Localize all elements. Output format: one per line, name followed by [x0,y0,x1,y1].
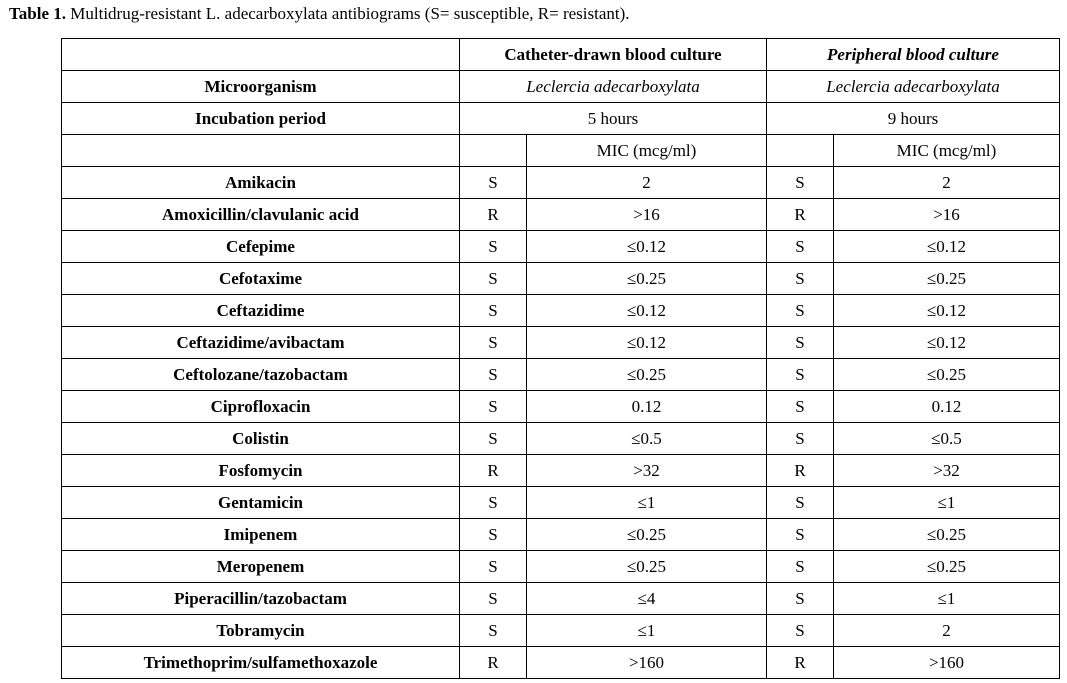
peripheral-mic: ≤0.25 [834,551,1060,583]
catheter-mic: ≤1 [527,615,767,647]
peripheral-mic: >160 [834,647,1060,679]
catheter-mic: 0.12 [527,391,767,423]
microorganism-label: Microorganism [62,71,460,103]
peripheral-mic: ≤0.25 [834,519,1060,551]
catheter-susceptibility: S [460,295,527,327]
peripheral-mic: ≤1 [834,487,1060,519]
peripheral-susceptibility: S [767,423,834,455]
catheter-susceptibility: S [460,423,527,455]
incubation-peripheral: 9 hours [767,103,1060,135]
header-row-microorganism [62,71,1060,103]
drug-name: Gentamicin [62,487,460,519]
catheter-mic: ≤0.25 [527,359,767,391]
catheter-mic: ≤0.12 [527,295,767,327]
drug-name: Ceftolozane/tazobactam [62,359,460,391]
microorganism-catheter [460,71,767,103]
catheter-susceptibility: S [460,551,527,583]
catheter-susceptibility: S [460,583,527,615]
peripheral-mic: ≤0.12 [834,327,1060,359]
microorganism-catheter-name: Leclercia adecarboxylata [526,76,700,96]
table-row [62,583,1060,615]
catheter-susceptibility: S [460,487,527,519]
peripheral-susceptibility: S [767,583,834,615]
table-caption-text: Multidrug-resistant L. adecarboxylata antibiograms (S= susceptible, R= resistant). [66,4,630,23]
peripheral-susceptibility: S [767,519,834,551]
table-row [62,551,1060,583]
catheter-mic: ≤1 [527,487,767,519]
catheter-susceptibility: S [460,231,527,263]
table-row [62,519,1060,551]
table-row [62,423,1060,455]
table-row [62,391,1060,423]
catheter-mic: ≤0.12 [527,231,767,263]
peripheral-susceptibility: S [767,263,834,295]
catheter-mic: >160 [527,647,767,679]
peripheral-mic: ≤1 [834,583,1060,615]
microorganism-peripheral-name: Leclercia adecarboxylata [826,76,1000,96]
peripheral-mic: ≤0.25 [834,359,1060,391]
drug-name: Cefepime [62,231,460,263]
peripheral-susceptibility: S [767,295,834,327]
peripheral-mic: >32 [834,455,1060,487]
mic-sr-empty-catheter [460,135,527,167]
mic-sr-empty-peripheral [767,135,834,167]
drug-name: Cefotaxime [62,263,460,295]
peripheral-mic: ≤0.5 [834,423,1060,455]
drug-name: Trimethoprim/sulfamethoxazole [62,647,460,679]
table-row [62,295,1060,327]
antibiogram-table [61,38,1060,679]
catheter-susceptibility: R [460,647,527,679]
drug-name: Ceftazidime/avibactam [62,327,460,359]
peripheral-mic: >16 [834,199,1060,231]
catheter-susceptibility: S [460,391,527,423]
peripheral-susceptibility: S [767,487,834,519]
catheter-mic: ≤0.25 [527,551,767,583]
peripheral-susceptibility: S [767,167,834,199]
catheter-mic: ≤4 [527,583,767,615]
table-row [62,327,1060,359]
table-row [62,359,1060,391]
table-caption-label: Table 1. [9,4,67,23]
peripheral-susceptibility: R [767,199,834,231]
drug-name: Amikacin [62,167,460,199]
header-peripheral: Peripheral blood culture [767,39,1060,71]
peripheral-mic: 2 [834,167,1060,199]
peripheral-susceptibility: S [767,359,834,391]
catheter-mic: ≤0.5 [527,423,767,455]
drug-name: Amoxicillin/clavulanic acid [62,199,460,231]
mic-empty-cell [62,135,460,167]
drug-name: Fosfomycin [62,455,460,487]
peripheral-susceptibility: S [767,615,834,647]
peripheral-mic: 2 [834,615,1060,647]
catheter-susceptibility: R [460,199,527,231]
drug-name: Meropenem [62,551,460,583]
drug-name: Tobramycin [62,615,460,647]
header-row-incubation [62,103,1060,135]
microorganism-peripheral [767,71,1060,103]
catheter-mic: >16 [527,199,767,231]
table-row [62,263,1060,295]
peripheral-susceptibility: S [767,551,834,583]
table-row [62,167,1060,199]
table-row [62,615,1060,647]
header-empty-cell [62,39,460,71]
peripheral-susceptibility: R [767,647,834,679]
drug-name: Piperacillin/tazobactam [62,583,460,615]
catheter-susceptibility: S [460,615,527,647]
peripheral-susceptibility: S [767,391,834,423]
incubation-catheter: 5 hours [460,103,767,135]
table-row [62,199,1060,231]
peripheral-mic: ≤0.12 [834,231,1060,263]
catheter-susceptibility: S [460,359,527,391]
table-row [62,455,1060,487]
header-row-culture [62,39,1060,71]
peripheral-mic: ≤0.12 [834,295,1060,327]
table-row [62,647,1060,679]
catheter-mic: >32 [527,455,767,487]
catheter-susceptibility: S [460,327,527,359]
header-row-mic [62,135,1060,167]
table-row [62,231,1060,263]
peripheral-mic: ≤0.25 [834,263,1060,295]
mic-header-catheter: MIC (mcg/ml) [527,135,767,167]
table-caption [9,4,630,24]
catheter-susceptibility: S [460,519,527,551]
catheter-susceptibility: S [460,263,527,295]
table-row [62,487,1060,519]
incubation-label: Incubation period [62,103,460,135]
catheter-mic: 2 [527,167,767,199]
peripheral-susceptibility: S [767,327,834,359]
mic-header-peripheral: MIC (mcg/ml) [834,135,1060,167]
catheter-mic: ≤0.12 [527,327,767,359]
catheter-mic: ≤0.25 [527,263,767,295]
peripheral-susceptibility: R [767,455,834,487]
peripheral-susceptibility: S [767,231,834,263]
catheter-susceptibility: R [460,455,527,487]
drug-name: Ceftazidime [62,295,460,327]
peripheral-mic: 0.12 [834,391,1060,423]
drug-name: Imipenem [62,519,460,551]
drug-name: Colistin [62,423,460,455]
header-catheter: Catheter-drawn blood culture [460,39,767,71]
catheter-susceptibility: S [460,167,527,199]
drug-name: Ciprofloxacin [62,391,460,423]
catheter-mic: ≤0.25 [527,519,767,551]
